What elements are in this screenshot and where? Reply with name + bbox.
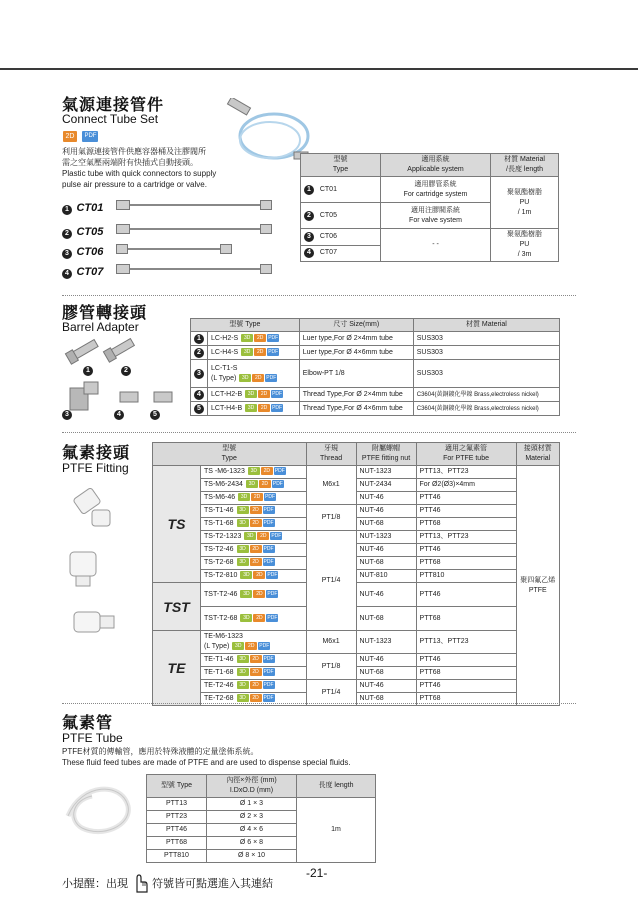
barrel-row-2-mat: SUS303	[413, 346, 559, 360]
table-row	[153, 492, 560, 505]
table-row	[153, 583, 560, 607]
ct-item-2-number: 2	[62, 229, 72, 239]
ct-item-3	[62, 242, 103, 260]
ptfe-row-tube: PTT46	[416, 492, 516, 505]
barrel-row-3-mat: SUS303	[413, 360, 559, 388]
ct-item-3-label: CT06	[76, 246, 104, 258]
ct05-tube	[122, 228, 264, 230]
ptfe-row-type: TS-T2-1323 3D 2D PDF	[201, 531, 307, 544]
ptfe-row-tube: PTT13、PTT23	[416, 531, 516, 544]
ct05-fitting-left	[116, 224, 130, 234]
badge-3d: 3D	[237, 655, 249, 663]
badge-pdf: PDF	[271, 533, 282, 540]
badge-pdf: PDF	[267, 590, 278, 597]
ct-item-4-number: 4	[62, 269, 72, 279]
barrel-row-4-type: LCT-H2-B 3D 2D PDF	[208, 388, 300, 402]
ptfe-row-tube: PTT13、PTT23	[416, 631, 516, 654]
ct06-fitting-left	[116, 244, 128, 254]
tube-th-dim: 內徑×外徑 (mm) I.DxO.D (mm)	[207, 775, 297, 798]
ptfe-tube-table-header	[147, 775, 376, 798]
table-row	[153, 654, 560, 667]
ptfe-row-tube: PTT46	[416, 654, 516, 667]
table-row	[153, 479, 560, 492]
barrel-title-en: Barrel Adapter	[62, 320, 139, 334]
table-row	[191, 402, 560, 416]
pointing-hand-icon	[130, 872, 150, 894]
tube-th-type: 型號 Type	[147, 775, 207, 798]
badge-2d: 2D	[257, 532, 269, 540]
barrel-row-1-num: 1	[191, 332, 208, 346]
badge-pdf: PDF	[263, 669, 274, 676]
tube-th-len: 長度 length	[297, 775, 376, 798]
ptfe-row-tube: PTT68	[416, 607, 516, 631]
connect-row-1-type: 1 CT01	[301, 177, 381, 203]
badge-pdf: PDF	[259, 643, 270, 650]
ptfe-th-nut: 附屬螺帽 PTFE fitting nut	[356, 443, 416, 466]
ptfe-row-tube: PTT46	[416, 583, 516, 607]
connect-badges	[62, 128, 98, 146]
ct01-fitting-right	[260, 200, 272, 210]
badge-2d: 2D	[259, 480, 271, 488]
table-row	[153, 557, 560, 570]
ptfe-row-tube: PTT68	[416, 667, 516, 680]
tube-row-type: PTT23	[147, 811, 207, 824]
group-tst: TST	[153, 583, 201, 631]
ct-item-list	[62, 198, 272, 278]
badge-2d[interactable]: 2D	[63, 131, 77, 142]
ptfe-row-type: TS-T1-68 3D 2D PDF	[201, 518, 307, 531]
ptfe-row-nut: NUT-68	[356, 667, 416, 680]
table-row	[153, 570, 560, 583]
badge-pdf: PDF	[272, 390, 283, 397]
ct07-fitting-left	[116, 264, 130, 274]
badge-pdf: PDF	[263, 559, 274, 566]
badge-pdf: PDF	[263, 695, 274, 702]
ptfe-tube-title-en: PTFE Tube	[62, 731, 123, 745]
barrel-row-4-mat: C3604(黃銅鍍化學鎳 Brass,electroless nickel)	[413, 388, 559, 402]
barrel-row-4-size: Thread Type,For Ø 2×4mm tube	[299, 388, 413, 402]
ptfe-row-type: TE-T1-68 3D 2D PDF	[201, 667, 307, 680]
barrel-row-5-mat: C3604(黃銅鍍化學鎳 Brass,electroless nickel)	[413, 402, 559, 416]
badge-2d: 2D	[250, 668, 262, 676]
connect-mat-a: 聚氨酯樹脂 PU / 1m	[491, 177, 559, 229]
ptfe-tube-desc-zh: PTFE材質的傳輸管，應用於特殊液體的定量塗佈系統。	[62, 747, 259, 756]
ptfe-row-tube: PTT13、PTT23	[416, 466, 516, 479]
tube-row-type: PTT68	[147, 837, 207, 850]
ptfe-row-nut: NUT-68	[356, 607, 416, 631]
section-divider-2	[62, 432, 576, 433]
badge-3d: 3D	[239, 374, 251, 382]
ct01-tube	[122, 204, 264, 206]
ptfe-th-mat: 接頭材質 Material	[516, 443, 559, 466]
ptfe-row-type: TS -M6-1323 3D 2D PDF	[201, 466, 307, 479]
badge-pdf: PDF	[272, 481, 283, 488]
connect-row-2-type: 2 CT05	[301, 203, 381, 229]
badge-3d: 3D	[240, 614, 252, 622]
ptfe-fitting-images	[62, 480, 142, 690]
badge-2d: 2D	[250, 506, 262, 514]
thread-m6-b: M6x1	[306, 631, 356, 654]
ct-item-1-label: CT01	[76, 202, 104, 214]
badge-2d: 2D	[258, 390, 270, 398]
badge-2d: 2D	[254, 334, 266, 342]
ptfe-tube-desc-en: These fluid feed tubes are made of PTFE and are used to dispense special fluids.	[62, 758, 351, 767]
section-divider-1	[62, 295, 576, 296]
tube-row-dim: Ø 1 × 3	[207, 798, 297, 811]
connect-row-1-app: 適用膠管系統 For cartridge system	[381, 177, 491, 203]
ptfe-row-tube: PTT68	[416, 693, 516, 706]
badge-3d: 3D	[240, 590, 252, 598]
connect-th-app: 適用系統 Applicable system	[381, 154, 491, 177]
badge-2d: 2D	[250, 655, 262, 663]
ptfe-row-tube: PTT46	[416, 544, 516, 557]
table-row	[153, 531, 560, 544]
ptfe-row-type: TE-T1-46 3D 2D PDF	[201, 654, 307, 667]
tube-row-type: PTT13	[147, 798, 207, 811]
connect-table-header	[301, 154, 559, 177]
ptfe-th-type: 型號 Type	[153, 443, 307, 466]
badge-3d: 3D	[237, 668, 249, 676]
badge-3d: 3D	[240, 571, 252, 579]
table-row	[153, 667, 560, 680]
connect-row-4-type: 4 CT07	[301, 245, 381, 262]
table-row	[153, 544, 560, 557]
barrel-th-type: 型號 Type	[191, 319, 300, 332]
ptfe-material: 聚四氟乙烯 PTFE	[516, 466, 559, 706]
badge-pdf: PDF	[267, 572, 278, 579]
ptfe-row-nut: NUT-1323	[356, 531, 416, 544]
barrel-th-size: 尺寸 Size(mm)	[299, 319, 413, 332]
tube-row-type: PTT810	[147, 850, 207, 863]
table-row	[153, 680, 560, 693]
table-row	[191, 332, 560, 346]
ptfe-fitting-table-header	[153, 443, 560, 466]
badge-3d: 3D	[245, 390, 257, 398]
ptfe-row-type: TS-T2-68 3D 2D PDF	[201, 557, 307, 570]
tube-length: 1m	[297, 798, 376, 863]
tube-row-type: PTT46	[147, 824, 207, 837]
badge-pdf: PDF	[263, 682, 274, 689]
ptfe-row-nut: NUT-46	[356, 680, 416, 693]
ct-item-4-label: CT07	[76, 266, 104, 278]
barrel-row-1-type: LC-H2-S 3D 2D PDF	[208, 332, 300, 346]
badge-pdf: PDF	[265, 494, 276, 501]
ptfe-fitting-title-en: PTFE Fitting	[62, 461, 129, 475]
badge-pdf: PDF	[263, 520, 274, 527]
thread-pt14-b: PT1/4	[306, 680, 356, 706]
footer-tip	[62, 872, 273, 894]
badge-pdf: PDF	[263, 507, 274, 514]
ptfe-tube-table	[146, 774, 376, 863]
ptfe-row-tube: PTT68	[416, 557, 516, 570]
ptfe-fitting-title-zh: 氟素接頭	[62, 445, 131, 462]
connect-table	[300, 153, 559, 262]
badge-2d: 2D	[250, 681, 262, 689]
barrel-img-num-3: 3	[62, 410, 72, 420]
ptfe-row-type: TE-T2-46 3D 2D PDF	[201, 680, 307, 693]
thread-pt18-b: PT1/8	[306, 654, 356, 680]
barrel-row-5-size: Thread Type,For Ø 4×6mm tube	[299, 402, 413, 416]
table-row	[191, 346, 560, 360]
connect-title-zh: 氣源連接管件	[62, 97, 165, 114]
badge-pdf[interactable]: PDF	[82, 131, 98, 142]
group-te: TE	[153, 631, 201, 706]
badge-3d: 3D	[244, 532, 256, 540]
ct05-fitting-right	[260, 224, 272, 234]
ct-item-4	[62, 262, 103, 280]
ptfe-row-nut: NUT-810	[356, 570, 416, 583]
table-row	[147, 798, 376, 811]
ptfe-th-tube: 適用之氟素管 For PTFE tube	[416, 443, 516, 466]
badge-2d: 2D	[250, 558, 262, 566]
connect-desc-zh-1: 利用氣源連接管件供應容器桶及注膠閥所	[62, 147, 206, 156]
badge-2d: 2D	[253, 614, 265, 622]
ct07-tube	[122, 268, 264, 270]
ct07-fitting-right	[260, 264, 272, 274]
badge-3d: 3D	[246, 480, 258, 488]
barrel-img-num-4: 4	[114, 410, 124, 420]
connect-row-3-app: - -	[381, 229, 491, 262]
badge-3d: 3D	[241, 348, 253, 356]
ptfe-th-thread: 牙規 Thread	[306, 443, 356, 466]
barrel-th-mat: 材質 Material	[413, 319, 559, 332]
barrel-row-3-size: Elbow-PT 1/8	[299, 360, 413, 388]
connect-desc-en-1: Plastic tube with quick connectors to supply	[62, 169, 217, 178]
badge-2d: 2D	[261, 467, 273, 475]
badge-3d: 3D	[237, 558, 249, 566]
barrel-row-1-size: Luer type,For Ø 2×4mm tube	[299, 332, 413, 346]
badge-2d: 2D	[254, 348, 266, 356]
barrel-adapter-images	[62, 336, 182, 422]
badge-pdf: PDF	[274, 468, 285, 475]
thread-m6-a: M6x1	[306, 466, 356, 505]
page-number: -21-	[306, 866, 328, 880]
badge-pdf: PDF	[267, 614, 278, 621]
table-row	[153, 466, 560, 479]
badge-2d: 2D	[251, 493, 263, 501]
ptfe-row-type: TE-M6-1323 (L Type) 3D 2D PDF	[201, 631, 307, 654]
badge-3d: 3D	[245, 404, 257, 412]
badge-pdf: PDF	[266, 374, 277, 381]
ptfe-row-nut: NUT-1323	[356, 466, 416, 479]
ct-item-2-label: CT05	[76, 226, 104, 238]
top-rule	[0, 68, 638, 70]
ptfe-row-type: TS-T1-46 3D 2D PDF	[201, 505, 307, 518]
ptfe-row-type: TS-T2-810 3D 2D PDF	[201, 570, 307, 583]
ct-item-3-number: 3	[62, 249, 72, 259]
badge-3d: 3D	[237, 681, 249, 689]
ct01-fitting-left	[116, 200, 130, 210]
barrel-row-5-type: LCT-H4-B 3D 2D PDF	[208, 402, 300, 416]
barrel-row-2-type: LC-H4-S 3D 2D PDF	[208, 346, 300, 360]
ptfe-row-tube: PTT810	[416, 570, 516, 583]
ptfe-row-type: TS-M6-2434 3D 2D PDF	[201, 479, 307, 492]
barrel-table	[190, 318, 560, 416]
section-divider-3	[62, 703, 576, 704]
ptfe-row-nut: NUT-46	[356, 654, 416, 667]
badge-2d: 2D	[253, 571, 265, 579]
barrel-row-2-size: Luer type,For Ø 4×6mm tube	[299, 346, 413, 360]
barrel-title-zh: 膠管轉接頭	[62, 305, 148, 322]
ct06-fitting-right	[220, 244, 232, 254]
badge-3d: 3D	[237, 519, 249, 527]
badge-3d: 3D	[237, 545, 249, 553]
ct-item-1	[62, 198, 103, 216]
badge-pdf: PDF	[263, 656, 274, 663]
badge-pdf: PDF	[268, 334, 279, 341]
ptfe-row-nut: NUT-46	[356, 583, 416, 607]
ptfe-row-tube: PTT46	[416, 680, 516, 693]
badge-3d: 3D	[232, 642, 244, 650]
connect-mat-b: 聚氨酯樹脂 PU / 3m	[491, 229, 559, 262]
connect-row-3-type: 3 CT06	[301, 229, 381, 246]
tube-row-dim: Ø 8 × 10	[207, 850, 297, 863]
barrel-row-1-mat: SUS303	[413, 332, 559, 346]
group-ts: TS	[153, 466, 201, 583]
ptfe-tube-image	[62, 776, 138, 846]
barrel-row-3-type: LC-T1-S (L Type) 3D 2D PDF	[208, 360, 300, 388]
table-row	[191, 388, 560, 402]
connect-th-mat: 材質 Material /長度 length	[491, 154, 559, 177]
table-row	[191, 360, 560, 388]
ptfe-row-type: TS-M6-46 3D 2D PDF	[201, 492, 307, 505]
connect-title-en: Connect Tube Set	[62, 112, 159, 126]
badge-2d: 2D	[258, 404, 270, 412]
ptfe-row-type: TST-T2-68 3D 2D PDF	[201, 607, 307, 631]
connect-desc-en-2: pulse air pressure to a cartridge or valve.	[62, 180, 207, 189]
badge-pdf: PDF	[263, 546, 274, 553]
ptfe-row-nut: NUT-1323	[356, 631, 416, 654]
tube-row-dim: Ø 2 × 3	[207, 811, 297, 824]
thread-pt14: PT1/4	[306, 531, 356, 631]
connect-row-2-app: 適用注膠閥系統 For valve system	[381, 203, 491, 229]
ptfe-tube-title-zh: 氟素管	[62, 715, 114, 732]
ptfe-row-type: TS-T2-46 3D 2D PDF	[201, 544, 307, 557]
ptfe-row-nut: NUT-46	[356, 505, 416, 518]
ptfe-row-nut: NUT-46	[356, 492, 416, 505]
footer-tip-prefix: 小提醒：出現	[62, 878, 128, 890]
tube-row-dim: Ø 6 × 8	[207, 837, 297, 850]
barrel-row-3-num: 3	[191, 360, 208, 388]
badge-2d: 2D	[252, 374, 264, 382]
badge-2d: 2D	[250, 694, 262, 702]
barrel-img-num-5: 5	[150, 410, 160, 420]
ct-item-2	[62, 222, 103, 240]
barrel-row-4-num: 4	[191, 388, 208, 402]
barrel-row-2-num: 2	[191, 346, 208, 360]
badge-pdf: PDF	[268, 348, 279, 355]
barrel-row-5-num: 5	[191, 402, 208, 416]
ptfe-row-nut: NUT-68	[356, 693, 416, 706]
badge-3d: 3D	[237, 694, 249, 702]
ptfe-row-tube: PTT46	[416, 505, 516, 518]
badge-3d: 3D	[248, 467, 260, 475]
ptfe-row-nut: NUT-68	[356, 518, 416, 531]
ct-item-1-number: 1	[62, 205, 72, 215]
footer-tip-suffix: 符號皆可點選進入其連結	[152, 878, 273, 890]
badge-2d: 2D	[245, 642, 257, 650]
table-row	[301, 177, 559, 203]
table-row	[153, 631, 560, 654]
ptfe-row-nut: NUT-2434	[356, 479, 416, 492]
barrel-table-header	[191, 319, 560, 332]
ct06-tube	[122, 248, 222, 250]
tube-row-dim: Ø 4 × 6	[207, 824, 297, 837]
thread-pt18-a: PT1/8	[306, 505, 356, 531]
ptfe-row-tube: PTT68	[416, 518, 516, 531]
ptfe-row-nut: NUT-68	[356, 557, 416, 570]
badge-3d: 3D	[238, 493, 250, 501]
badge-3d: 3D	[241, 334, 253, 342]
ptfe-fitting-table	[152, 442, 560, 706]
ptfe-row-tube: For Ø2(Ø3)×4mm	[416, 479, 516, 492]
table-row	[153, 607, 560, 631]
badge-3d: 3D	[237, 506, 249, 514]
table-row	[153, 505, 560, 518]
ptfe-row-type: TST-T2-46 3D 2D PDF	[201, 583, 307, 607]
badge-2d: 2D	[250, 545, 262, 553]
ptfe-row-type: TE-T2-68 3D 2D PDF	[201, 693, 307, 706]
barrel-img-num-1: 1	[83, 366, 93, 376]
connect-desc-zh-2: 需之空氣壓兩端附有快插式自動接頭。	[62, 158, 198, 167]
table-row	[153, 518, 560, 531]
badge-pdf: PDF	[272, 404, 283, 411]
badge-2d: 2D	[250, 519, 262, 527]
badge-2d: 2D	[253, 590, 265, 598]
connect-th-type: 型號 Type	[301, 154, 381, 177]
coiled-tube-image	[222, 98, 312, 168]
ptfe-row-nut: NUT-46	[356, 544, 416, 557]
barrel-img-num-2: 2	[121, 366, 131, 376]
table-row	[301, 229, 559, 246]
